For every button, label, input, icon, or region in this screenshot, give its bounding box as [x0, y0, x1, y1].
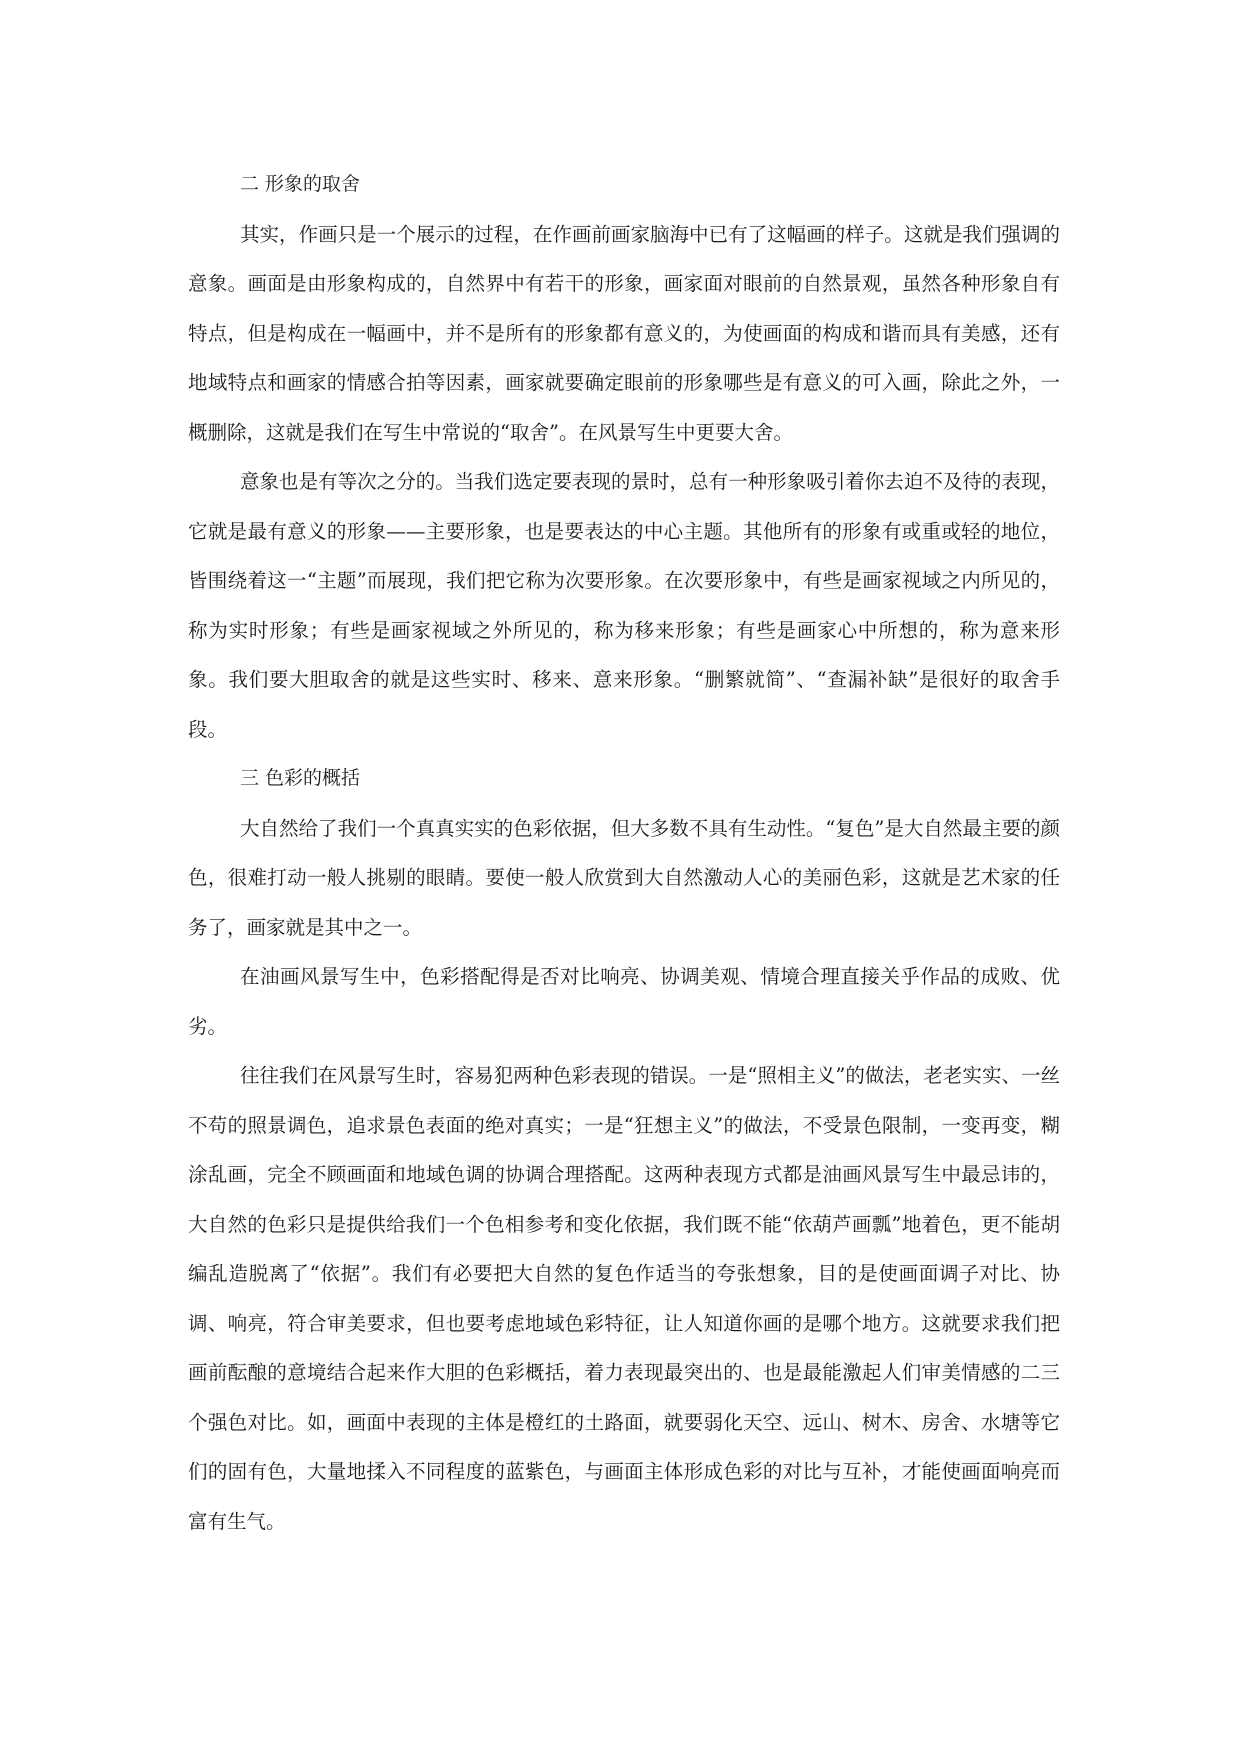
document-body: [188, 160, 1060, 1546]
paragraph: 在油画风景写生中，色彩搭配得是否对比响亮、协调美观、情境合理直接关乎作品的成败、优劣。: [188, 965, 1060, 1038]
section-heading-color-summary: 三 色彩的概括: [240, 767, 361, 789]
paragraph: 往往我们在风景写生时，容易犯两种色彩表现的错误。一是“照相主义”的做法，老老实实、一丝不苟的照景调色，追求景色表面的绝对真实；一是“狂想主义”的做法，不受景色限制，一变再变，糊涂乱画，完全不顾画面和地域色调的协调合理搭配。这两种表现方式都是油画风景写生中最忌讳的，大自然的色彩只是提供给我们一个色相参考和变化依据，我们既不能“依葫芦画瓢”地着色，更不能胡编乱造脱离了“依据”。我们有必要把大自然的复色作适当的夸张想象，目的是使画面调子对比、协调、响亮，符合审美要求，但也要考虑地域色彩特征，让人知道你画的是哪个地方。这就要求我们把画前酝酿的意境结合起来作大胆的色彩概括，着力表现最突出的、也是最能激起人们审美情感的二三个强色对比。如，画面中表现的主体是橙红的土路面，就要弱化天空、远山、树木、房舍、水塘等它们的固有色，大量地揉入不同程度的蓝紫色，与画面主体形成色彩的对比与互补，才能使画面响亮而富有生气。: [188, 1064, 1060, 1533]
paragraph: 其实，作画只是一个展示的过程，在作画前画家脑海中已有了这幅画的样子。这就是我们强调的意象。画面是由形象构成的，自然界中有若干的形象，画家面对眼前的自然景观，虽然各种形象自有特点，但是构成在一幅画中，并不是所有的形象都有意义的，为使画面的构成和谐而具有美感，还有地域特点和画家的情感合拍等因素，画家就要确定眼前的形象哪些是有意义的可入画，除此之外，一概删除，这就是我们在写生中常说的“取舍”。在风景写生中更要大舍。: [188, 222, 1060, 444]
paragraph: 意象也是有等次之分的。当我们选定要表现的景时，总有一种形象吸引着你去迫不及待的表现，它就是最有意义的形象——主要形象，也是要表达的中心主题。其他所有的形象有或重或轻的地位，皆围绕着这一“主题”而展现，我们把它称为次要形象。在次要形象中，有些是画家视域之内所见的，称为实时形象；有些是画家视域之外所见的，称为移来形象；有些是画家心中所想的，称为意来形象。我们要大胆取舍的就是这些实时、移来、意来形象。“删繁就简”、“查漏补缺”是很好的取舍手段。: [188, 470, 1060, 741]
paragraph: 大自然给了我们一个真真实实的色彩依据，但大多数不具有生动性。“复色”是大自然最主要的颜色，很难打动一般人挑剔的眼睛。要使一般人欣赏到大自然激动人心的美丽色彩，这就是艺术家的任务了，画家就是其中之一。: [188, 816, 1060, 939]
section-heading-image-selection: 二 形象的取舍: [240, 173, 361, 195]
